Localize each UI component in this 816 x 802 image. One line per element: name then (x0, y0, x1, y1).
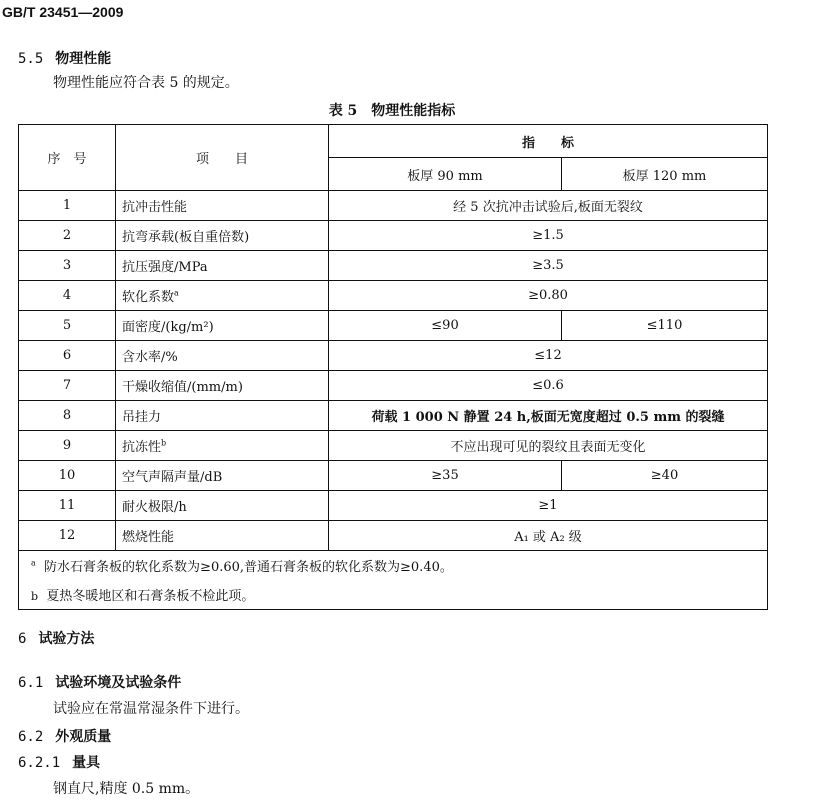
row-value-120: ≤110 (562, 311, 768, 341)
row-item (116, 281, 329, 311)
row-item: 抗冲击性能 (116, 191, 329, 221)
section-number: 5.5 (18, 51, 44, 67)
row-number: 3 (19, 251, 116, 281)
footnote-row (19, 551, 768, 581)
header-number: 序 号 (19, 125, 116, 191)
section-title: 试验方法 (38, 631, 95, 647)
section-number: 6 (18, 631, 27, 647)
row-number: 7 (19, 371, 116, 401)
row-value-90: ≤90 (329, 311, 562, 341)
header-thickness-120: 板厚 120 mm (562, 158, 768, 191)
row-item-label: 抗冻性 (122, 440, 162, 455)
footnote-text: 防水石膏条板的软化系数为≥0.60,普通石膏条板的软化系数为≥0.40。 (44, 560, 453, 575)
row-value: A₁ 或 A₂ 级 (329, 521, 768, 551)
section-heading-5-5 (18, 48, 111, 68)
row-value-90: ≥35 (329, 461, 562, 491)
section-title: 物理性能 (55, 51, 112, 67)
table-row (19, 311, 768, 341)
footnote-marker: a (174, 288, 179, 298)
footnote-row (19, 580, 768, 610)
section-6-1-text: 试验应在常温常湿条件下进行。 (53, 701, 249, 717)
row-item: 抗压强度/MPa (116, 251, 329, 281)
row-item: 含水率/% (116, 341, 329, 371)
row-value: 经 5 次抗冲击试验后,板面无裂纹 (329, 191, 768, 221)
row-value: 荷载 1 000 N 静置 24 h,板面无宽度超过 0.5 mm 的裂缝 (329, 401, 768, 431)
row-number: 5 (19, 311, 116, 341)
section-heading-6-2 (18, 726, 111, 746)
row-value: ≥1.5 (329, 221, 768, 251)
header-item: 项 目 (116, 125, 329, 191)
row-value: ≤0.6 (329, 371, 768, 401)
section-heading-6 (18, 628, 94, 648)
table-header-row (19, 125, 768, 158)
row-number: 12 (19, 521, 116, 551)
row-value: ≥0.80 (329, 281, 768, 311)
row-number: 6 (19, 341, 116, 371)
footnote-mark: a (31, 558, 36, 568)
table-row (19, 461, 768, 491)
row-value-120: ≥40 (562, 461, 768, 491)
row-number: 4 (19, 281, 116, 311)
physical-properties-table (18, 124, 768, 610)
table-row (19, 341, 768, 371)
footnote-marker: b (161, 438, 167, 448)
row-value: ≤12 (329, 341, 768, 371)
row-item: 空气声隔声量/dB (116, 461, 329, 491)
section-5-5-text: 物理性能应符合表 5 的规定。 (53, 75, 239, 91)
table-row (19, 281, 768, 311)
table-row (19, 251, 768, 281)
row-item: 吊挂力 (116, 401, 329, 431)
row-number: 1 (19, 191, 116, 221)
header-indicator: 指 标 (329, 125, 768, 158)
table-title: 表 5 物理性能指标 (328, 103, 456, 119)
row-item-label: 软化系数 (122, 290, 175, 305)
footnote-text: 夏热冬暖地区和石膏条板不检此项。 (46, 589, 255, 604)
section-number: 6.1 (18, 675, 44, 691)
section-number: 6.2 (18, 729, 44, 745)
header-thickness-90: 板厚 90 mm (329, 158, 562, 191)
row-item: 耐火极限/h (116, 491, 329, 521)
footnote-a (19, 551, 768, 581)
section-number: 6.2.1 (18, 755, 61, 771)
table-row (19, 191, 768, 221)
row-item: 燃烧性能 (116, 521, 329, 551)
section-title: 外观质量 (55, 729, 112, 745)
footnote-mark: b (31, 590, 39, 603)
row-value: ≥3.5 (329, 251, 768, 281)
section-title: 试验环境及试验条件 (55, 675, 182, 691)
row-value: 不应出现可见的裂纹且表面无变化 (329, 431, 768, 461)
table-row (19, 221, 768, 251)
row-number: 10 (19, 461, 116, 491)
row-value: ≥1 (329, 491, 768, 521)
row-item: 抗弯承载(板自重倍数) (116, 221, 329, 251)
row-number: 9 (19, 431, 116, 461)
section-heading-6-2-1 (18, 752, 100, 772)
footnote-b (19, 580, 768, 610)
table-row (19, 371, 768, 401)
row-number: 2 (19, 221, 116, 251)
section-heading-6-1 (18, 672, 181, 692)
standard-code: GB/T 23451—2009 (2, 4, 124, 20)
section-6-2-1-text: 钢直尺,精度 0.5 mm。 (53, 781, 200, 797)
row-item (116, 431, 329, 461)
table-row (19, 431, 768, 461)
row-number: 8 (19, 401, 116, 431)
section-title: 量具 (72, 755, 101, 771)
table-row (19, 521, 768, 551)
table-row (19, 401, 768, 431)
table-row (19, 491, 768, 521)
row-item: 干燥收缩值/(mm/m) (116, 371, 329, 401)
row-number: 11 (19, 491, 116, 521)
row-item: 面密度/(kg/m²) (116, 311, 329, 341)
